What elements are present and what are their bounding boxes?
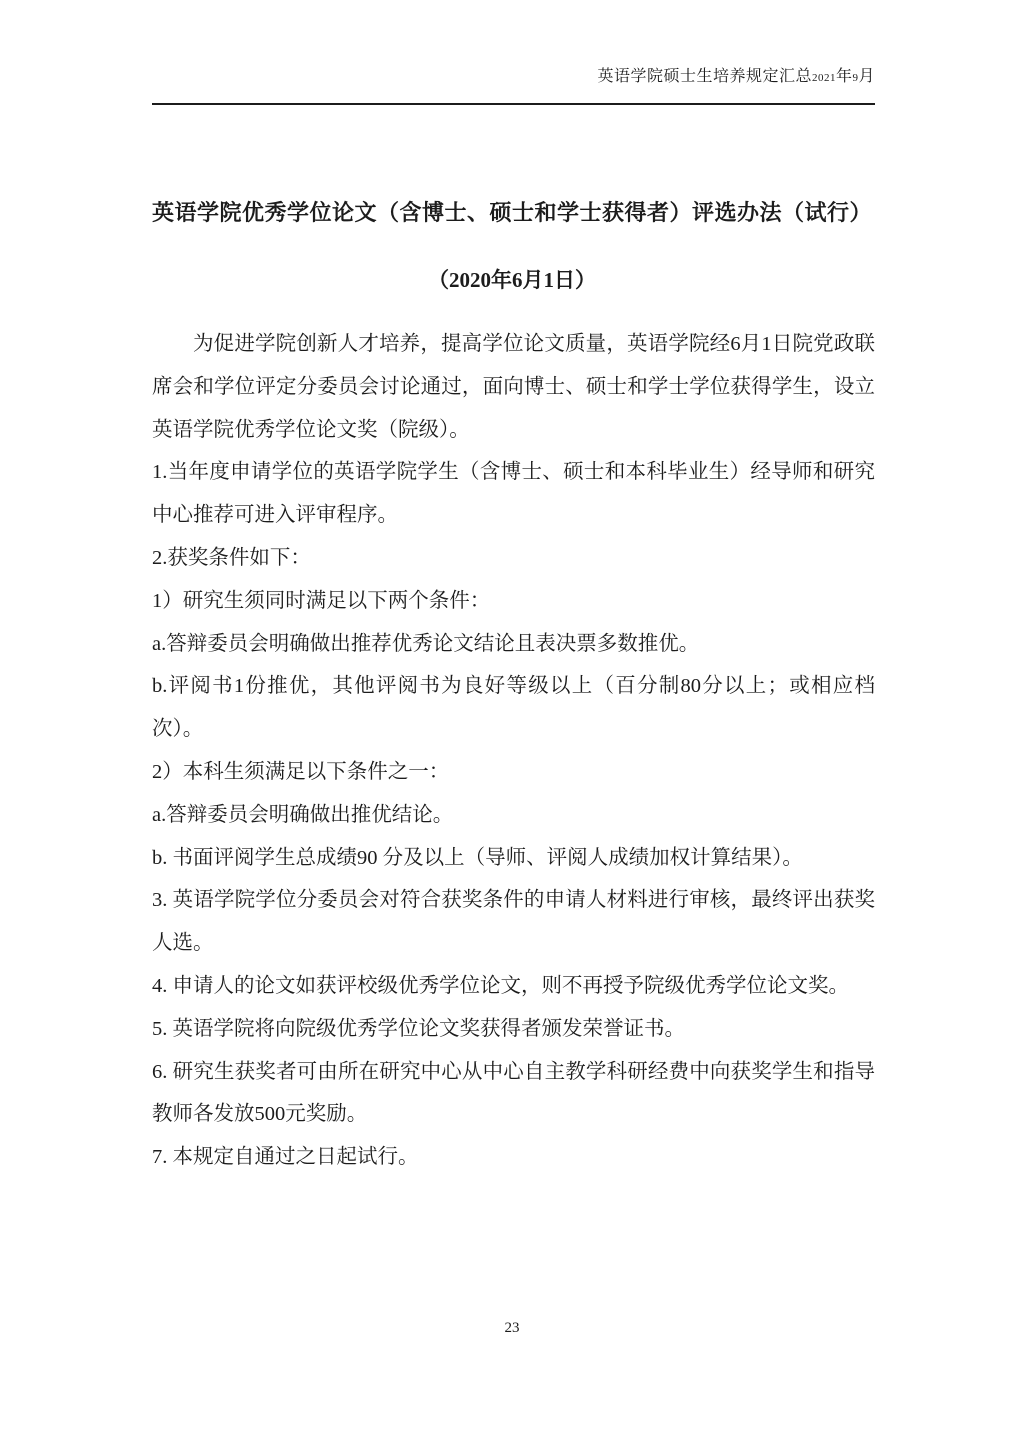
paragraph: 1）研究生须同时满足以下两个条件： xyxy=(152,589,491,612)
paragraph: a.答辩委员会明确做出推荐优秀论文结论且表决票多数推优。 xyxy=(152,632,700,655)
paragraph: 3. 英语学院学位分委员会对符合获奖条件的申请人材料进行审核，最终评出获奖人选。 xyxy=(152,889,875,955)
document-body xyxy=(152,323,875,1179)
paragraph: 1.当年度申请学位的英语学院学生（含博士、硕士和本科毕业生）经导师和研究中心推荐可进入评审程序。 xyxy=(152,461,875,527)
header-month: 9 xyxy=(852,72,859,84)
document-title: 英语学院优秀学位论文（含博士、硕士和学士获得者）评选办法（试行） xyxy=(151,200,872,225)
header-year-unit: 年 xyxy=(835,68,853,85)
paragraph: b. 书面评阅学生总成绩90 分及以上（导师、评阅人成绩加权计算结果）。 xyxy=(152,846,803,869)
paragraph: 为促进学院创新人才培养，提高学位论文质量，英语学院经6月1日院党政联席会和学位评定分委员会讨论通过，面向博士、硕士和学士学位获得学生，设立英语学院优秀学位论文奖（院级）。 xyxy=(152,333,875,441)
paragraph: 2.获奖条件如下： xyxy=(152,546,311,569)
paragraph: 7. 本规定自通过之日起试行。 xyxy=(152,1146,419,1169)
header-year: 2021 xyxy=(811,72,836,84)
header-divider-line xyxy=(152,103,875,105)
page-header xyxy=(152,63,875,86)
header-month-unit: 月 xyxy=(858,68,875,85)
paragraph: 5. 英语学院将向院级优秀学位论文奖获得者颁发荣誉证书。 xyxy=(152,1017,685,1040)
paragraph: 2）本科生须满足以下条件之一： xyxy=(152,760,450,783)
paragraph: 4. 申请人的论文如获评校级优秀学位论文，则不再授予院级优秀学位论文奖。 xyxy=(152,974,849,997)
page-number: 23 xyxy=(504,1320,520,1336)
paragraph: 6. 研究生获奖者可由所在研究中心从中心自主教学科研经费中向获奖学生和指导教师各发放500元奖励。 xyxy=(152,1060,875,1126)
paragraph: b.评阅书1份推优，其他评阅书为良好等级以上（百分制80分以上；或相应档次）。 xyxy=(152,675,875,741)
paragraph: a.答辩委员会明确做出推优结论。 xyxy=(152,803,454,826)
header-title: 英语学院硕士生培养规定汇总 xyxy=(597,68,812,85)
document-date: （2020年6月1日） xyxy=(428,268,596,292)
